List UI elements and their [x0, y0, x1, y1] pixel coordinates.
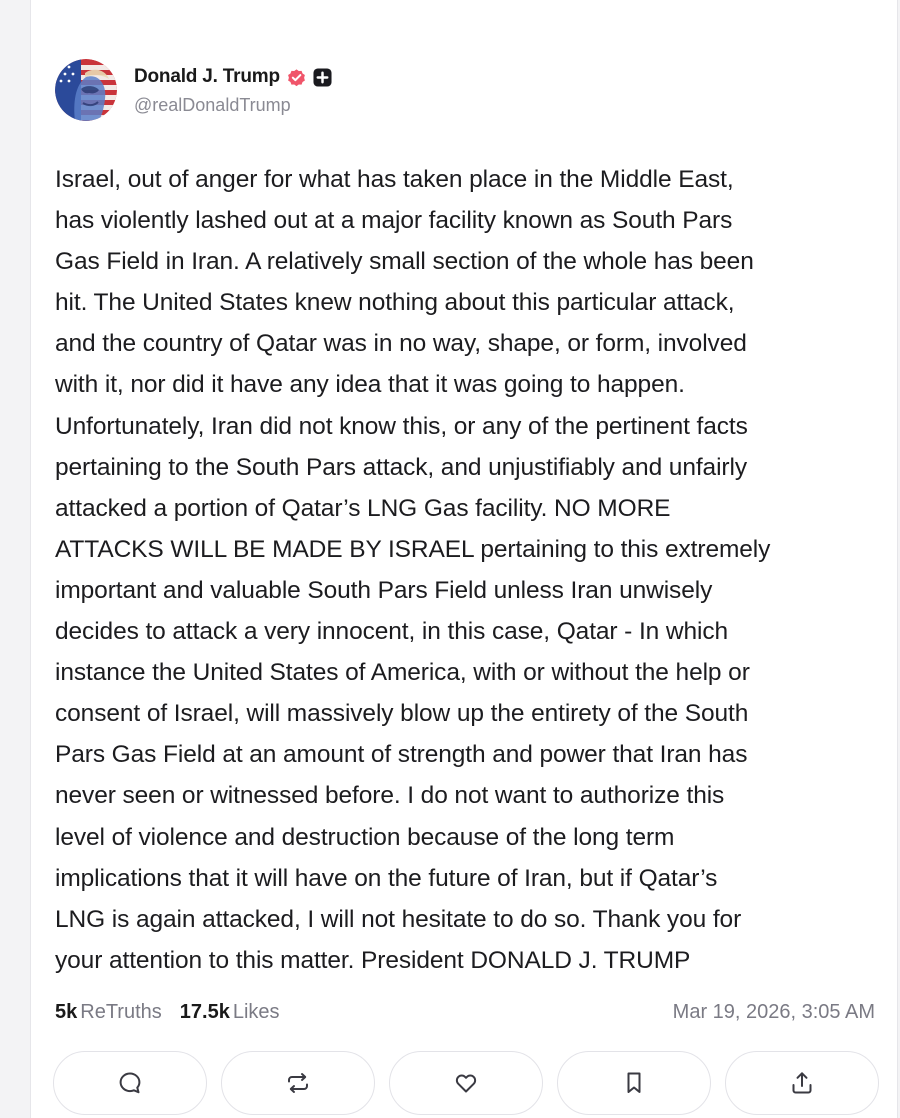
likes-count: 17.5k — [179, 1000, 230, 1023]
author-handle[interactable]: @realDonaldTrump — [134, 95, 291, 115]
post-header — [55, 58, 332, 122]
post-body-text: Israel, out of anger for what has taken place in the Middle East, has violently lashed out at a major facility known as South Pars Gas Field in Iran. A relatively small section of the whole has been hit. The United States knew nothing about this particular attack, and the country of Qatar was in no way, shape, or form, involved with it, nor did it have any idea that it was going to happen. Unfortunately, Iran did not know this, or any of the pertinent facts pertaining to the South Pars attack, and unjustifiably and unfairly attacked a portion of Qatar’s LNG Gas facility. NO MORE ATTACKS WILL BE MADE BY ISRAEL pertaining to this extremely important and valuable South Pars Field unless Iran unwisely decides to attack a very innocent, in this case, Qatar - In which instance the United States of America, with or without the help or consent of Israel, will massively blow up the entirety of the South Pars Gas Field at an amount of strength and power that Iran has never seen or witnessed before. I do not want to authorize this level of violence and destruction because of the long term implications that it will have on the future of Iran, but if Qatar’s LNG is again attacked, I will not hesitate to do so. Thank you for your attention to this matter. President DONALD J. TRUMP — [55, 166, 771, 974]
action-bar — [53, 1051, 879, 1115]
heart-icon — [452, 1069, 480, 1097]
author-identity — [134, 64, 332, 116]
post-stats — [55, 996, 875, 1028]
share-icon — [788, 1069, 816, 1097]
retruths-label: ReTruths — [80, 1000, 162, 1023]
bookmark-icon — [620, 1069, 648, 1097]
reply-button[interactable] — [53, 1051, 207, 1115]
author-display-name[interactable]: Donald J. Trump — [134, 66, 280, 87]
plus-badge-icon — [313, 68, 332, 87]
likes-label: Likes — [232, 1000, 280, 1023]
reply-icon — [116, 1069, 144, 1097]
author-name-row — [134, 64, 332, 90]
retruths-stat[interactable] — [55, 1001, 162, 1024]
post-timestamp[interactable]: Mar 19, 2026, 3:05 AM — [672, 1000, 875, 1023]
retruth-button[interactable] — [221, 1051, 375, 1115]
retruth-icon — [284, 1069, 312, 1097]
verified-badge-icon — [286, 67, 307, 88]
retruths-count: 5k — [55, 1000, 78, 1023]
bookmark-button[interactable] — [557, 1051, 711, 1115]
likes-stat[interactable] — [180, 1001, 280, 1024]
share-button[interactable] — [725, 1051, 879, 1115]
post-card — [30, 0, 898, 1118]
avatar-flag-portrait-icon — [55, 59, 117, 121]
avatar[interactable] — [55, 59, 117, 121]
like-button[interactable] — [389, 1051, 543, 1115]
